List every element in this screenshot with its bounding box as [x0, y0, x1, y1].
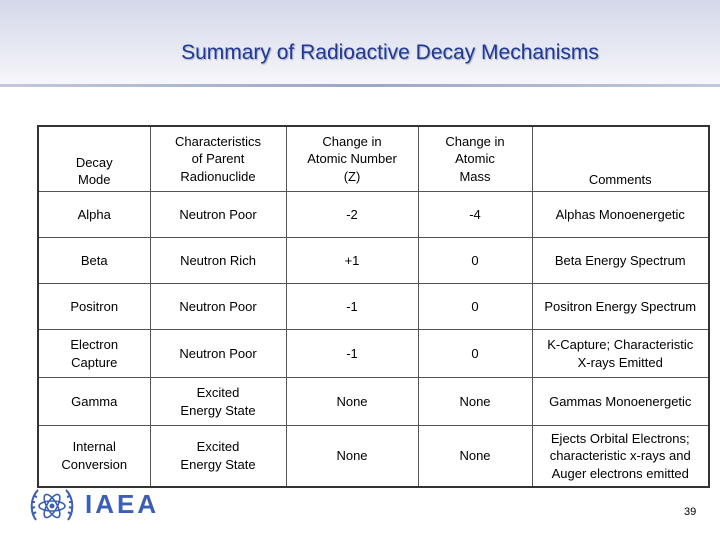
slide-title: Summary of Radioactive Decay Mechanisms [181, 41, 599, 64]
cell-mass-change: 0 [418, 284, 532, 330]
cell-text: X-rays Emitted [577, 354, 663, 370]
cell-text: Ejects Orbital Electrons; [550, 430, 690, 446]
header-text: Change in [445, 133, 505, 149]
cell-text: Energy State [180, 457, 256, 472]
cell-characteristic: Neutron Poor [150, 284, 286, 330]
cell-characteristic [150, 378, 286, 426]
cell-z-change: -2 [286, 192, 418, 238]
table-row [38, 192, 709, 238]
cell-mode [38, 330, 150, 378]
cell-mode [38, 426, 150, 488]
header-text: Characteristics [175, 133, 261, 149]
cell-characteristic: Neutron Rich [150, 238, 286, 284]
cell-mode: Beta [38, 238, 150, 284]
cell-mode: Alpha [38, 192, 150, 238]
cell-z-change: None [286, 426, 418, 488]
header-divider [0, 84, 720, 87]
cell-text: characteristic x-rays and [549, 448, 691, 464]
cell-comment [532, 426, 709, 488]
header-comments: Comments [532, 126, 709, 192]
cell-comment: Positron Energy Spectrum [532, 284, 709, 330]
cell-text: Internal [72, 439, 116, 455]
cell-mass-change: 0 [418, 238, 532, 284]
table-row [38, 238, 709, 284]
cell-mode: Positron [38, 284, 150, 330]
table-row [38, 284, 709, 330]
table-row [38, 426, 709, 488]
cell-text: Excited [196, 384, 240, 400]
header-text: Mode [77, 172, 111, 188]
cell-characteristic: Neutron Poor [150, 192, 286, 238]
header-change-atomic-number [286, 126, 418, 192]
cell-comment: Gammas Monoenergetic [532, 378, 709, 426]
header-text: of Parent [191, 151, 245, 167]
cell-mass-change: None [418, 378, 532, 426]
header-decay-mode [38, 126, 150, 192]
header-text: Atomic [455, 151, 495, 167]
table-row [38, 330, 709, 378]
cell-text: Electron [70, 336, 119, 352]
decay-summary-table [37, 125, 710, 488]
cell-text: Excited [196, 439, 240, 455]
header-change-atomic-mass [418, 126, 532, 192]
header-text: Mass [459, 168, 491, 184]
table-row [38, 378, 709, 426]
cell-comment: Beta Energy Spectrum [532, 238, 709, 284]
cell-comment [532, 330, 709, 378]
header-text: Decay [75, 154, 113, 170]
cell-z-change: None [286, 378, 418, 426]
cell-mass-change: None [418, 426, 532, 488]
header-text: Change in [322, 133, 382, 149]
atom-emblem-icon [28, 484, 76, 528]
cell-comment: Alphas Monoenergetic [532, 192, 709, 238]
cell-characteristic [150, 426, 286, 488]
cell-mass-change: -4 [418, 192, 532, 238]
cell-text: Capture [71, 354, 118, 370]
table-header-row [38, 126, 709, 192]
cell-text: Conversion [61, 457, 128, 472]
cell-text: Energy State [180, 402, 256, 418]
cell-mass-change: 0 [418, 330, 532, 378]
logo-text: IAEA [85, 489, 160, 519]
header-text: Radionuclide [180, 168, 256, 184]
cell-z-change: -1 [286, 330, 418, 378]
iaea-logo [28, 484, 158, 528]
page-number: 39 [684, 506, 697, 518]
cell-text: Auger electrons emitted [551, 465, 689, 481]
cell-z-change: +1 [286, 238, 418, 284]
cell-mode: Gamma [38, 378, 150, 426]
cell-text: K-Capture; Characteristic [547, 336, 694, 352]
header-characteristics [150, 126, 286, 192]
cell-z-change: -1 [286, 284, 418, 330]
header-text: (Z) [343, 168, 361, 184]
cell-characteristic: Neutron Poor [150, 330, 286, 378]
header-text: Atomic Number [307, 151, 397, 167]
